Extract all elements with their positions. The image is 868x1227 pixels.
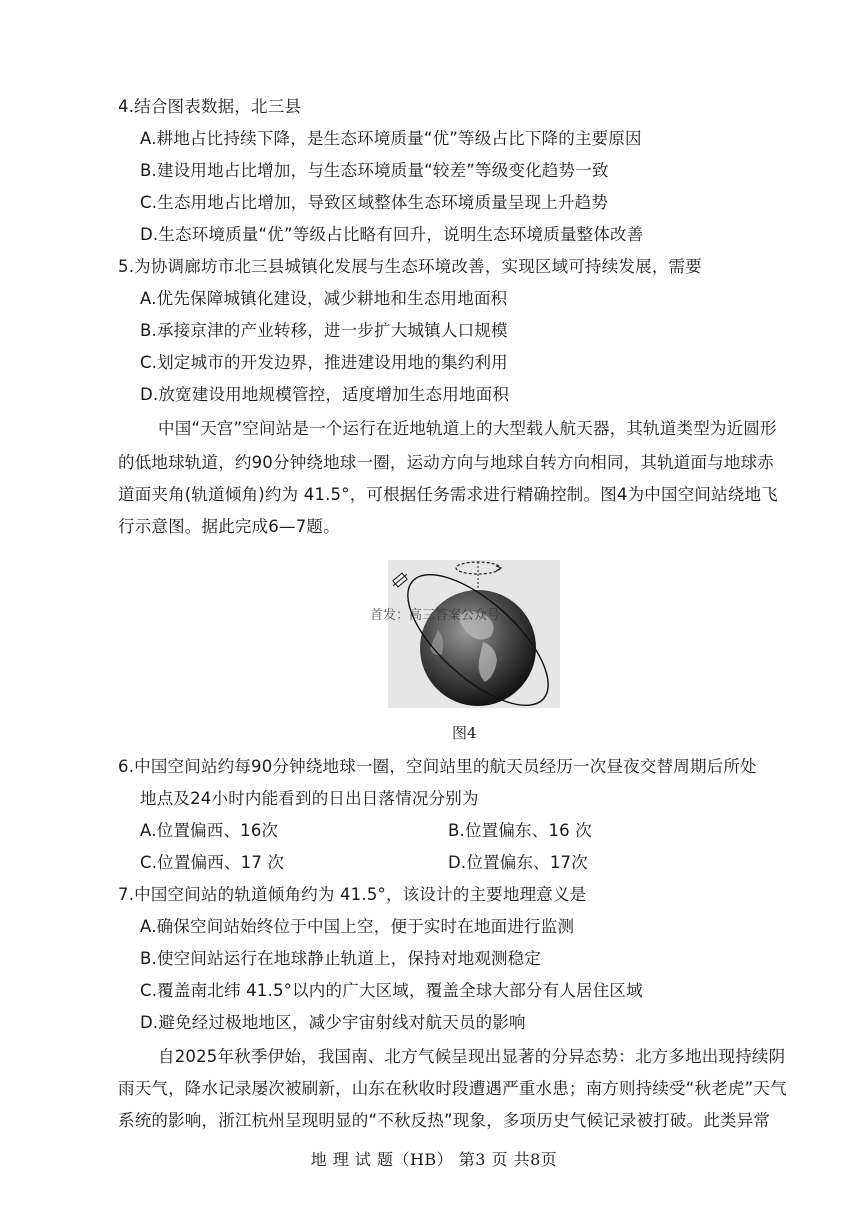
q6-option-d: D.位置偏东、17次 [448,853,588,872]
q5-option-a: A.优先保障城镇化建设，减少耕地和生态用地面积 [140,289,508,308]
q5-option-d: D.放宽建设用地规模管控，适度增加生态用地面积 [140,385,510,404]
q4-option-c: C.生态用地占比增加，导致区域整体生态环境质量呈现上升趋势 [140,193,609,212]
q7-option-d: D.避免经过极地地区，减少宇宙射线对航天员的影响 [140,1013,526,1032]
page-footer: 地 理 试 题（HB） 第3 页 共8页 [310,1150,558,1169]
figure-caption: 图4 [452,724,477,742]
passage1-line-3: 道面夹角(轨道倾角)约为 41.5°，可根据任务需求进行精确控制。图4为中国空间站绕地飞 [118,485,778,504]
q4-stem: 4.结合图表数据，北三县 [118,97,302,116]
q7-option-a: A.确保空间站始终位于中国上空，便于实时在地面进行监测 [140,917,575,936]
passage2-line-1: 自2025年秋季伊始，我国南、北方气候呈现出显著的分异态势：北方多地出现持续阴 [158,1047,786,1066]
orbit-illustration [388,560,560,708]
passage1-line-4: 行示意图。据此完成6—7题。 [118,517,340,536]
q6-option-b: B.位置偏东、16 次 [448,821,593,840]
q7-option-c: C.覆盖南北纬 41.5°以内的广大区域，覆盖全球大部分有人居住区域 [140,981,643,1000]
q6-option-a: A.位置偏西、16次 [140,821,279,840]
passage2-line-3: 系统的影响，浙江杭州呈现明显的“不秋反热”现象，多项历史气候记录被打破。此类异常 [118,1111,771,1130]
q4-option-a: A.耕地占比持续下降，是生态环境质量“优”等级占比下降的主要原因 [140,129,642,148]
q5-option-b: B.承接京津的产业转移，进一步扩大城镇人口规模 [140,321,508,340]
q5-stem: 5.为协调廊坊市北三县城镇化发展与生态环境改善，实现区域可持续发展，需要 [118,257,702,276]
q7-stem: 7.中国空间站的轨道倾角约为 41.5°，该设计的主要地理意义是 [118,885,587,904]
q6-stem-line-2: 地点及24小时内能看到的日出日落情况分别为 [140,789,479,808]
q6-option-c: C.位置偏西、17 次 [140,853,285,872]
q5-option-c: C.划定城市的开发边界，推进建设用地的集约利用 [140,353,508,372]
passage2-line-2: 雨天气，降水记录屡次被刷新，山东在秋收时段遭遇严重水患；南方则持续受“秋老虎”天气 [118,1079,787,1098]
q4-option-b: B.建设用地占比增加，与生态环境质量“较差”等级变化趋势一致 [140,161,609,180]
q7-option-b: B.使空间站运行在地球静止轨道上，保持对地观测稳定 [140,949,542,968]
passage1-line-2: 的低地球轨道，约90分钟绕地球一圈，运动方向与地球自转方向相同，其轨道面与地球赤 [118,453,774,472]
q4-option-d: D.生态环境质量“优”等级占比略有回升，说明生态环境质量整体改善 [140,225,644,244]
watermark-text: 首发：高三答案公众号 [370,608,501,623]
q6-stem-line-1: 6.中国空间站约每90分钟绕地球一圈，空间站里的航天员经历一次昼夜交替周期后所处 [118,757,757,776]
figure-4-image [388,560,560,708]
passage1-line-1: 中国“天宫”空间站是一个运行在近地轨道上的大型载人航天器，其轨道类型为近圆形 [158,419,777,438]
